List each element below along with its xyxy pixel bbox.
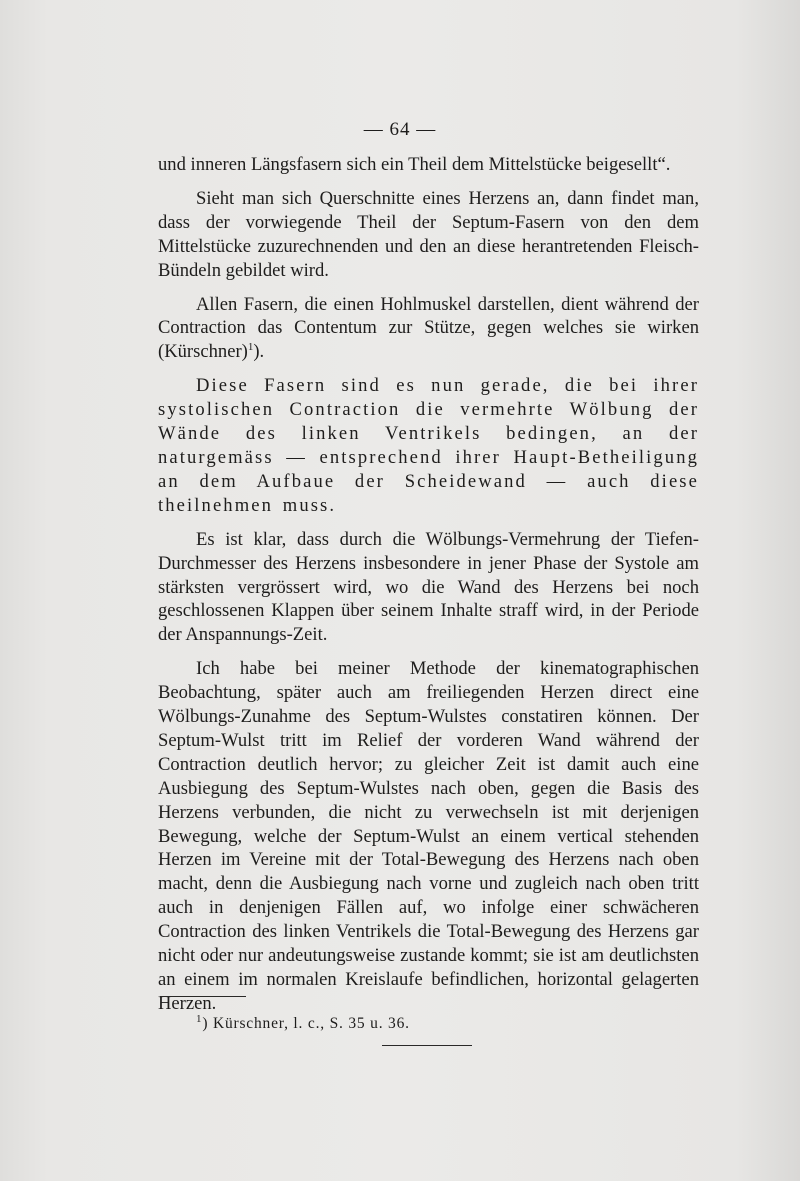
footnote-mark: 1 [196,1012,203,1025]
footnote-reference[interactable]: 1 [247,341,254,354]
footnote-divider [160,996,246,997]
paragraph-1: und inneren Längsfasern sich ein Theil dem Mittelstücke beigesellt“. [158,154,671,175]
paragraph-3 [158,293,699,365]
page-number: — 64 — [363,119,437,140]
paragraph-6: Ich habe bei meiner Methode der kinematographischen Beobachtung, später auch am freiliegenden Herzen direct eine Wölbungs-Zunahme des Septum-Wulstes constatiren können. Der Septum-Wulst tritt im Relief der vorderen Wand während der Contraction deutlich hervor; zu gleicher Zeit ist damit auch eine Ausbiegung des Septum-Wulstes nach oben, gegen die Basis des Herzens verbunden, die nicht zu verwechseln ist mit derjenigen Bewegung, welche der Septum-Wulst an einem vertical stehenden Herzen im Vereine mit der Total-Bewegung des Herzens nach oben macht, denn die Ausbiegung nach vorne und zugleich nach oben tritt auch in denjenigen Fällen auf, wo infolge einer schwächeren Contraction des linken Ventrikels die Total-Bewegung des Herzens gar nicht oder nur andeutungsweise zustande kommt; sie ist am deutlichsten an einem im normalen Kreislaufe befindlichen, horizontal gelagerten Herzen. [158,658,699,1014]
paragraph-2: Sieht man sich Querschnitte eines Herzens an, dann findet man, dass der vorwiegende Theil der Septum-Fasern von den dem Mittelstücke zuzurechnenden und den an diese herantretenden Fleisch-Bündeln gebildet wird. [158,187,699,281]
paragraph-4: Diese Fasern sind es nun gerade, die bei ihrer systolischen Contraction die vermehrte Wölbung der Wände des linken Ventrikels bedingen, an der naturgemäss — entsprechend ihrer Haupt-Betheiligung an dem Aufbaue der Scheidewand — auch diese theilnehmen muss. [158,375,699,516]
paragraph-3-text: Allen Fasern, die einen Hohlmuskel darstellen, dient während der Contraction das Contentum zur Stütze, gegen welches sie wirken (Kürschner) [158,293,699,363]
paragraph-5: Es ist klar, dass durch die Wölbungs-Vermehrung der Tiefen-Durchmesser des Herzens insbesondere in jener Phase der Systole am stärksten vergrössert wird, wo die Wand des Herzens bei noch geschlossenen Klappen über seinem Inhalte straff wird, in der Periode der Anspannungs-Zeit. [158,528,699,646]
footnote-text: ) Kürschner, l. c., S. 35 u. 36. [202,1015,410,1032]
end-rule [382,1045,472,1046]
body-text [158,153,699,1026]
paragraph-3-tail: ). [253,341,265,363]
footnote [196,1012,410,1033]
